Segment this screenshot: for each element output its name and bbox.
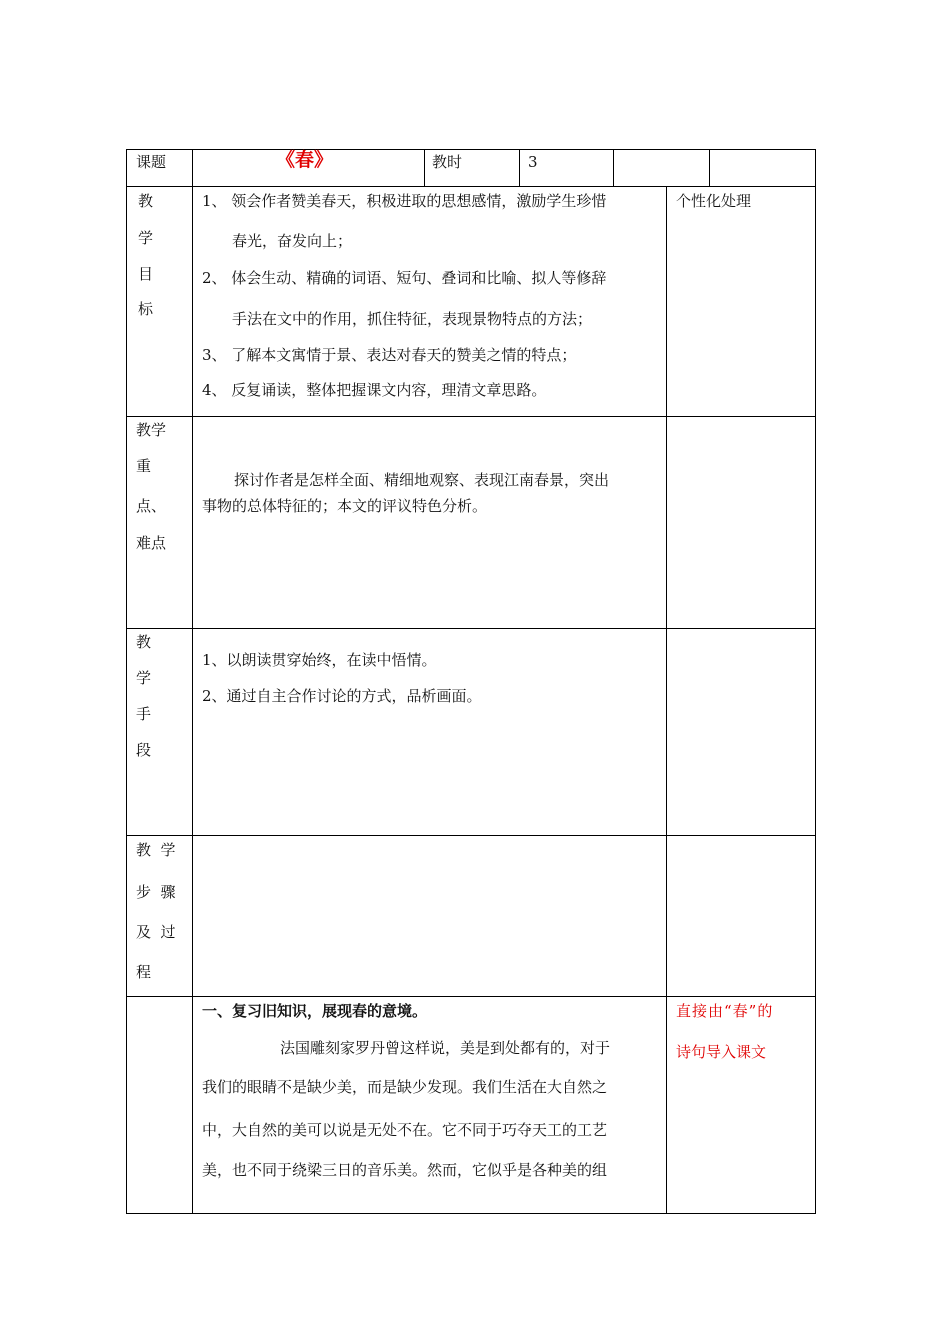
key-points-label: 教学 [136, 421, 167, 439]
row-divider [126, 835, 816, 836]
table-border-left [126, 149, 127, 1214]
methods-label-char: 手 [136, 705, 152, 723]
lesson-side-note: 直接由“春”的 [676, 1002, 774, 1020]
goals-label-char: 标 [138, 300, 154, 318]
col-divider [192, 149, 193, 1214]
goals-label-char: 学 [138, 229, 154, 247]
key-points-label: 点、 [136, 497, 167, 515]
row-divider [126, 996, 816, 997]
methods-label-char: 教 [136, 633, 152, 651]
goal-line: 3、 了解本文寓情于景、表达对春天的赞美之情的特点； [202, 346, 577, 364]
goal-line: 手法在文中的作用，抓住特征，表现景物特点的方法； [232, 310, 593, 328]
goal-line: 春光，奋发向上； [232, 232, 353, 250]
lesson-line: 美，也不同于绕梁三日的音乐美。然而，它似乎是各种美的组 [202, 1161, 608, 1179]
header-col-divider [519, 149, 520, 187]
process-label: 程 [136, 963, 152, 981]
lesson-title: 《春》 [276, 149, 334, 171]
row-divider [126, 628, 816, 629]
header-col-divider [709, 149, 710, 187]
methods-label-char: 学 [136, 669, 152, 687]
table-border-right [815, 149, 816, 1214]
key-points-line: 事物的总体特征的；本文的评议特色分析。 [202, 497, 488, 515]
row-divider [126, 416, 816, 417]
key-points-label: 重 [136, 457, 152, 475]
personalization-note: 个性化处理 [676, 192, 752, 210]
goals-label-char: 教 [138, 192, 154, 210]
key-points-line: 探讨作者是怎样全面、精细地观察、表现江南春景，突出 [234, 471, 610, 489]
hours-value: 3 [528, 153, 538, 171]
header-col-divider [613, 149, 614, 187]
methods-label-char: 段 [136, 741, 152, 759]
hours-label: 教时 [432, 153, 463, 171]
goal-line: 1、 领会作者赞美春天，积极进取的思想感情，激励学生珍惜 [202, 192, 607, 210]
lesson-line: 法国雕刻家罗丹曾这样说，美是到处都有的，对于 [280, 1039, 611, 1057]
lesson-line: 我们的眼睛不是缺少美，而是缺少发现。我们生活在大自然之 [202, 1078, 608, 1096]
goals-label-char: 目 [138, 265, 154, 283]
header-col-divider [424, 149, 425, 187]
process-label: 教 学 [136, 841, 176, 859]
table-border-bottom [126, 1213, 816, 1214]
process-label: 及 过 [136, 923, 176, 941]
topic-label: 课题 [136, 153, 167, 171]
process-label: 步 骤 [136, 883, 176, 901]
row-divider [126, 186, 816, 187]
goal-line: 4、 反复诵读，整体把握课文内容，理清文章思路。 [202, 381, 547, 399]
lesson-side-note: 诗句导入课文 [676, 1043, 767, 1061]
method-line: 2、通过自主合作讨论的方式，品析画面。 [202, 687, 482, 705]
lesson-heading: 一、复习旧知识，展现春的意境。 [202, 1002, 428, 1020]
col-divider [666, 186, 667, 1214]
lesson-line: 中，大自然的美可以说是无处不在。它不同于巧夺天工的工艺 [202, 1121, 608, 1139]
method-line: 1、以朗读贯穿始终，在读中悟情。 [202, 651, 437, 669]
goal-line: 2、 体会生动、精确的词语、短句、叠词和比喻、拟人等修辞 [202, 269, 607, 287]
table-border-top [126, 149, 816, 150]
key-points-label: 难点 [136, 534, 167, 552]
